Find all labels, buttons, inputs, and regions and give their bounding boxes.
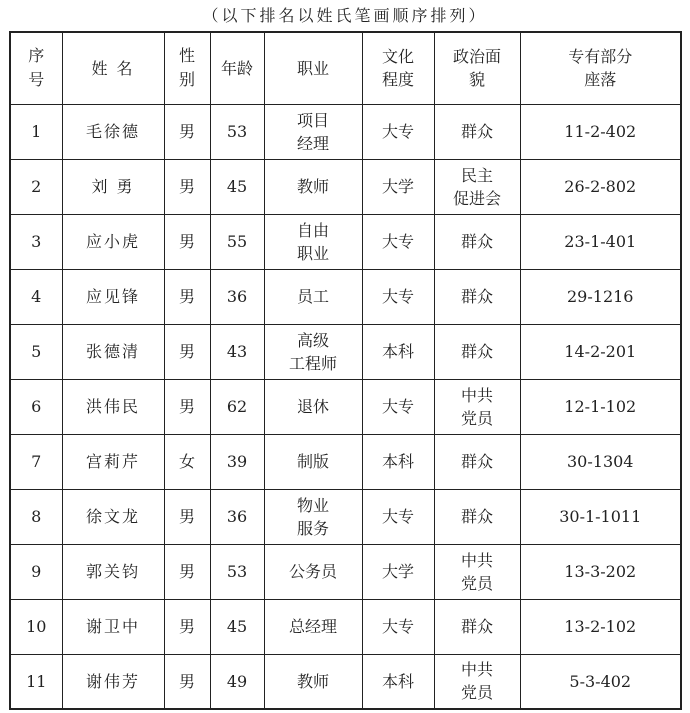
cell-unit <box>520 599 681 654</box>
cell-name <box>62 654 164 709</box>
cell-unit <box>520 214 681 269</box>
cell-unit <box>520 269 681 324</box>
cell-seq <box>10 654 62 709</box>
cell-political <box>434 379 520 434</box>
cell-political <box>434 159 520 214</box>
age-value: 62 <box>226 397 248 416</box>
table-row <box>10 489 681 544</box>
education-value: 本科 <box>381 452 414 471</box>
cell-seq <box>10 269 62 324</box>
cell-seq <box>10 544 62 599</box>
table-row <box>10 104 681 159</box>
age-value: 49 <box>226 671 248 691</box>
seq-value: 10 <box>26 617 47 636</box>
cell-job <box>264 379 362 434</box>
cell-job <box>264 489 362 544</box>
cell-name <box>62 324 164 379</box>
education-value: 本科 <box>381 342 414 361</box>
gender-value: 男 <box>178 617 195 636</box>
gender-value: 男 <box>178 342 195 361</box>
cell-education <box>362 104 434 159</box>
age-value: 36 <box>226 507 248 526</box>
unit-value: 26-2-802 <box>564 177 637 196</box>
header-political: 政治面 貌 <box>434 32 520 104</box>
seq-value: 2 <box>31 177 42 196</box>
cell-political <box>434 599 520 654</box>
cell-age <box>210 654 264 709</box>
political-value: 中共 党员 <box>460 385 493 428</box>
unit-value: 11-2-402 <box>564 122 637 141</box>
table-body <box>10 104 681 709</box>
gender-value: 男 <box>178 122 195 141</box>
education-value: 本科 <box>381 671 414 691</box>
political-value: 民主 促进会 <box>452 165 501 208</box>
age-value: 36 <box>226 287 248 306</box>
seq-value: 5 <box>31 342 42 361</box>
cell-political <box>434 269 520 324</box>
header-age: 年龄 <box>210 32 264 104</box>
table-row <box>10 324 681 379</box>
cell-job <box>264 434 362 489</box>
cell-name <box>62 544 164 599</box>
table-row <box>10 434 681 489</box>
cell-name <box>62 269 164 324</box>
cell-age <box>210 379 264 434</box>
cell-political <box>434 654 520 709</box>
cell-political <box>434 544 520 599</box>
cell-unit <box>520 544 681 599</box>
cell-gender <box>164 159 210 214</box>
job-value: 教师 <box>296 177 329 196</box>
cell-seq <box>10 434 62 489</box>
gender-value: 男 <box>178 671 195 691</box>
political-value: 群众 <box>460 287 493 306</box>
cell-gender <box>164 599 210 654</box>
cell-unit <box>520 379 681 434</box>
seq-value: 3 <box>31 232 42 251</box>
gender-value: 女 <box>178 452 195 471</box>
header-seq: 序 号 <box>10 32 62 104</box>
cell-education <box>362 379 434 434</box>
name-value: 郭关钧 <box>85 562 140 581</box>
cell-job <box>264 269 362 324</box>
unit-value: 30-1304 <box>567 452 634 471</box>
education-value: 大专 <box>381 122 414 141</box>
table-row <box>10 654 681 709</box>
name-value: 刘 勇 <box>91 177 135 196</box>
cell-education <box>362 654 434 709</box>
cell-age <box>210 489 264 544</box>
cell-job <box>264 104 362 159</box>
unit-value: 30-1-1011 <box>559 507 642 526</box>
political-value: 群众 <box>460 617 493 636</box>
seq-value: 11 <box>26 671 47 691</box>
cell-gender <box>164 654 210 709</box>
gender-value: 男 <box>178 177 195 196</box>
education-value: 大专 <box>381 507 414 526</box>
cell-job <box>264 214 362 269</box>
cell-political <box>434 489 520 544</box>
gender-value: 男 <box>178 287 195 306</box>
age-value: 45 <box>226 617 248 636</box>
cell-unit <box>520 104 681 159</box>
age-value: 43 <box>226 342 248 361</box>
political-value: 群众 <box>460 232 493 251</box>
table-row <box>10 159 681 214</box>
cell-job <box>264 599 362 654</box>
cell-age <box>210 599 264 654</box>
job-value: 公务员 <box>288 562 337 581</box>
cell-gender <box>164 379 210 434</box>
cell-unit <box>520 654 681 709</box>
name-value: 洪伟民 <box>85 397 140 416</box>
cell-seq <box>10 324 62 379</box>
header-name: 姓 名 <box>62 32 164 104</box>
gender-value: 男 <box>178 397 195 416</box>
education-value: 大专 <box>381 397 414 416</box>
cell-age <box>210 159 264 214</box>
unit-value: 29-1216 <box>567 287 634 306</box>
gender-value: 男 <box>178 507 195 526</box>
cell-education <box>362 489 434 544</box>
cell-education <box>362 214 434 269</box>
cell-name <box>62 214 164 269</box>
header-gender: 性 别 <box>164 32 210 104</box>
job-value: 项目 经理 <box>296 110 329 153</box>
cell-political <box>434 324 520 379</box>
political-value: 中共 党员 <box>460 550 493 593</box>
cell-gender <box>164 489 210 544</box>
education-value: 大学 <box>381 177 414 196</box>
political-value: 群众 <box>460 342 493 361</box>
unit-value: 14-2-201 <box>564 342 637 361</box>
cell-seq <box>10 104 62 159</box>
cell-political <box>434 434 520 489</box>
name-value: 徐文龙 <box>85 507 140 526</box>
cell-unit <box>520 324 681 379</box>
cell-gender <box>164 214 210 269</box>
unit-value: 13-2-102 <box>564 617 637 636</box>
header-education: 文化 程度 <box>362 32 434 104</box>
cell-unit <box>520 159 681 214</box>
seq-value: 8 <box>31 507 42 526</box>
name-value: 谢伟芳 <box>85 671 140 691</box>
political-value: 群众 <box>460 122 493 141</box>
seq-value: 7 <box>31 452 42 471</box>
cell-age <box>210 544 264 599</box>
cell-name <box>62 379 164 434</box>
cell-seq <box>10 379 62 434</box>
cell-age <box>210 214 264 269</box>
seq-value: 6 <box>31 397 42 416</box>
cell-age <box>210 104 264 159</box>
age-value: 53 <box>226 562 248 581</box>
cell-gender <box>164 104 210 159</box>
cell-seq <box>10 489 62 544</box>
table-row <box>10 599 681 654</box>
table-row <box>10 379 681 434</box>
unit-value: 13-3-202 <box>564 562 637 581</box>
cell-job <box>264 654 362 709</box>
political-value: 群众 <box>460 452 493 471</box>
name-value: 毛徐德 <box>85 122 140 141</box>
table-caption: （以下排名以姓氏笔画顺序排列） <box>202 6 488 25</box>
name-value: 宫莉芹 <box>85 452 140 471</box>
name-value: 张德清 <box>85 342 140 361</box>
cell-education <box>362 159 434 214</box>
member-table <box>9 31 682 710</box>
cell-name <box>62 599 164 654</box>
name-value: 应小虎 <box>85 232 140 251</box>
name-value: 应见锋 <box>85 287 140 306</box>
cell-unit <box>520 489 681 544</box>
cell-political <box>434 214 520 269</box>
cell-name <box>62 434 164 489</box>
job-value: 高级 工程师 <box>288 330 337 373</box>
job-value: 教师 <box>296 671 329 691</box>
job-value: 退休 <box>296 397 329 416</box>
cell-education <box>362 434 434 489</box>
education-value: 大专 <box>381 617 414 636</box>
gender-value: 男 <box>178 232 195 251</box>
age-value: 53 <box>226 122 248 141</box>
cell-gender <box>164 269 210 324</box>
seq-value: 1 <box>31 122 42 141</box>
job-value: 员工 <box>296 287 329 306</box>
age-value: 45 <box>226 177 248 196</box>
seq-value: 9 <box>31 562 42 581</box>
cell-name <box>62 159 164 214</box>
cell-seq <box>10 214 62 269</box>
cell-political <box>434 104 520 159</box>
education-value: 大专 <box>381 232 414 251</box>
political-value: 群众 <box>460 507 493 526</box>
cell-job <box>264 324 362 379</box>
cell-education <box>362 544 434 599</box>
age-value: 39 <box>226 452 248 471</box>
education-value: 大专 <box>381 287 414 306</box>
header-job: 职业 <box>264 32 362 104</box>
cell-job <box>264 159 362 214</box>
cell-gender <box>164 324 210 379</box>
political-value: 中共 党员 <box>460 660 493 703</box>
cell-job <box>264 544 362 599</box>
table-row <box>10 544 681 599</box>
job-value: 物业 服务 <box>296 495 329 538</box>
cell-seq <box>10 599 62 654</box>
table-row <box>10 214 681 269</box>
cell-age <box>210 434 264 489</box>
unit-value: 23-1-401 <box>564 232 637 251</box>
cell-gender <box>164 434 210 489</box>
table-header-row <box>10 32 681 104</box>
education-value: 大学 <box>381 562 414 581</box>
cell-education <box>362 324 434 379</box>
cell-unit <box>520 434 681 489</box>
cell-gender <box>164 544 210 599</box>
cell-age <box>210 324 264 379</box>
job-value: 制版 <box>296 452 329 471</box>
seq-value: 4 <box>31 287 42 306</box>
table-row <box>10 269 681 324</box>
cell-name <box>62 489 164 544</box>
gender-value: 男 <box>178 562 195 581</box>
unit-value: 5-3-402 <box>569 671 632 691</box>
job-value: 自由 职业 <box>296 220 329 263</box>
age-value: 55 <box>226 232 248 251</box>
cell-name <box>62 104 164 159</box>
cell-age <box>210 269 264 324</box>
header-unit: 专有部分 座落 <box>520 32 681 104</box>
cell-seq <box>10 159 62 214</box>
unit-value: 12-1-102 <box>564 397 637 416</box>
job-value: 总经理 <box>288 617 337 636</box>
cell-education <box>362 269 434 324</box>
cell-education <box>362 599 434 654</box>
name-value: 谢卫中 <box>85 617 140 636</box>
